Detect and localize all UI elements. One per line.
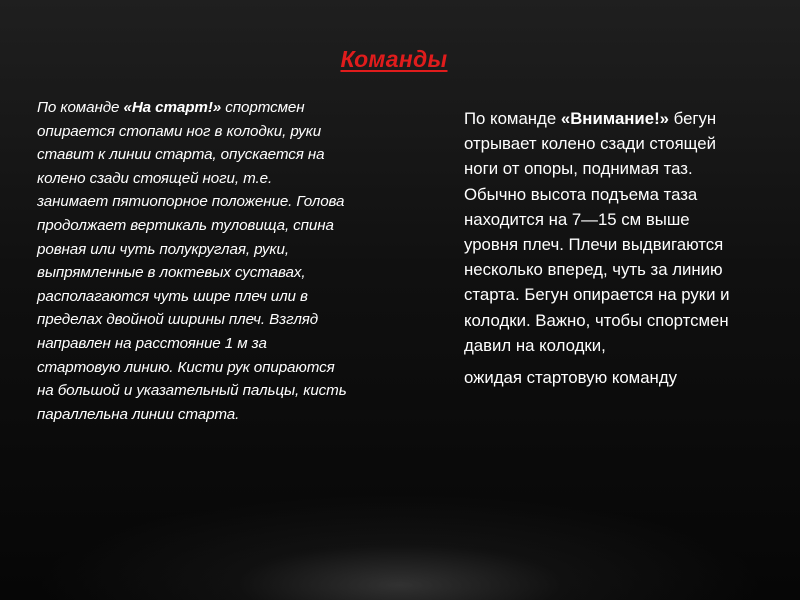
right-column-body: бегун отрывает колено сзади стоящей ноги от опоры, поднимая таз. Обычно высота подъема таза находится на 7—15 см выше уровня плеч. Плечи выдвигаются несколько вперед, чуть за линию старта. Бегун опирается на руки и колодки. Важно, чтобы спортсмен давил на колодки, (464, 109, 730, 355)
left-column-body: спортсмен опирается стопами ног в колодки, руки ставит к линии старта, опускается на колено сзади стоящей ноги, т.е. занимает пятиопорное положение. Голова продолжает вертикаль туловища, спина ровная или чуть полукруглая, руки, выпрямленные в локтевых суставах, располагаются чуть шире плеч или в пределах двойной ширины плеч. Взгляд направлен на расстояние 1 м за стартовую линию. Кисти рук опираются на большой и указательный пальцы, кисть параллельна линии старта. (37, 99, 347, 423)
slide-title: Команды (340, 46, 448, 72)
right-column-text (464, 106, 744, 390)
left-column-prefix: По команде (37, 99, 124, 116)
right-column-command: «Внимание!» (560, 109, 669, 128)
right-column-tail: ожидая стартовую команду (464, 368, 678, 388)
left-column-command: «На старт!» (123, 99, 222, 116)
right-column-prefix: По команде (464, 109, 561, 128)
left-column-text (37, 96, 347, 426)
